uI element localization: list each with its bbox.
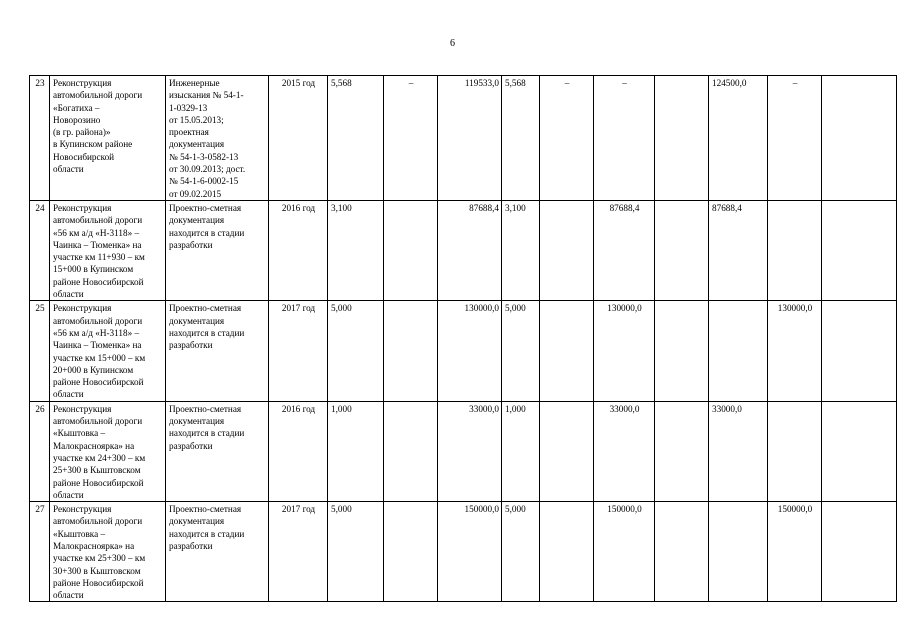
value-cell <box>768 401 822 501</box>
year: 2015 год <box>269 76 328 201</box>
value-cell <box>822 502 897 602</box>
cost-total: 33000,0 <box>438 401 502 501</box>
documentation-status: Проектно-сметная документация находится в стадии разработки <box>166 502 269 602</box>
year: 2016 год <box>269 200 328 300</box>
row-number: 26 <box>30 401 50 501</box>
value-cell <box>384 502 438 602</box>
value-cell <box>384 301 438 401</box>
value-cell: 130000,0 <box>594 301 655 401</box>
object-name: Реконструкция автомобильной дороги «Кыштовка – Малокрасноярка» на участке км 25+300 – км 30+300 в Кыштовском районе Новосибирской области <box>50 502 166 602</box>
value-cell: 33000,0 <box>594 401 655 501</box>
value-cell <box>822 200 897 300</box>
road-projects-table <box>29 75 897 602</box>
value-cell: 87688,4 <box>594 200 655 300</box>
value-cell: 130000,0 <box>768 301 822 401</box>
value-cell <box>540 301 594 401</box>
row-number: 24 <box>30 200 50 300</box>
table-row <box>30 76 897 201</box>
object-name: Реконструкция автомобильной дороги «Богатиха – Новорозино (в гр. района)» в Купинском районе Новосибирской области <box>50 76 166 201</box>
value-cell <box>709 502 768 602</box>
documentation-status: Инженерные изыскания № 54-1- 1-0329-13 от 15.05.2013; проектная документация № 54-1-3-0582-13 от 30.09.2013; дост. № 54-1-6-0002-15 от 09.02.2015 <box>166 76 269 201</box>
row-number: 23 <box>30 76 50 201</box>
value-cell <box>822 76 897 201</box>
table-row <box>30 502 897 602</box>
value-cell <box>655 502 709 602</box>
table-row <box>30 401 897 501</box>
value-cell <box>384 401 438 501</box>
documentation-status: Проектно-сметная документация находится в стадии разработки <box>166 200 269 300</box>
value-cell <box>655 301 709 401</box>
value-cell: 150000,0 <box>594 502 655 602</box>
object-name: Реконструкция автомобильной дороги «56 км а/д «Н-3118» – Чаинка – Тюменка» на участке км 11+930 – км 15+000 в Купинском районе Новосибирской области <box>50 200 166 300</box>
length-km-2: 5,000 <box>502 502 540 602</box>
documentation-status: Проектно-сметная документация находится в стадии разработки <box>166 301 269 401</box>
length-km: 5,000 <box>328 301 384 401</box>
object-name: Реконструкция автомобильной дороги «Кыштовка – Малокрасноярка» на участке км 24+300 – км 25+300 в Кыштовском районе Новосибирской области <box>50 401 166 501</box>
length-km-2: 3,100 <box>502 200 540 300</box>
documentation-status: Проектно-сметная документация находится в стадии разработки <box>166 401 269 501</box>
value-cell <box>655 76 709 201</box>
year: 2017 год <box>269 502 328 602</box>
cost-total: 150000,0 <box>438 502 502 602</box>
value-cell: – <box>540 76 594 201</box>
row-number: 25 <box>30 301 50 401</box>
value-cell: – <box>768 76 822 201</box>
value-cell <box>768 200 822 300</box>
length-km: 5,568 <box>328 76 384 201</box>
value-cell: – <box>384 76 438 201</box>
table-row <box>30 200 897 300</box>
value-cell: 124500,0 <box>709 76 768 201</box>
table-row <box>30 301 897 401</box>
length-km: 5,000 <box>328 502 384 602</box>
year: 2017 год <box>269 301 328 401</box>
length-km-2: 5,000 <box>502 301 540 401</box>
row-number: 27 <box>30 502 50 602</box>
value-cell: 150000,0 <box>768 502 822 602</box>
value-cell <box>384 200 438 300</box>
value-cell <box>709 301 768 401</box>
object-name: Реконструкция автомобильной дороги «56 км а/д «Н-3118» – Чаинка – Тюменка» на участке км 15+000 – км 20+000 в Купинском районе Новосибирской области <box>50 301 166 401</box>
value-cell: – <box>594 76 655 201</box>
value-cell <box>540 200 594 300</box>
value-cell <box>822 401 897 501</box>
cost-total: 130000,0 <box>438 301 502 401</box>
page-number: 6 <box>450 38 455 49</box>
length-km: 3,100 <box>328 200 384 300</box>
cost-total: 87688,4 <box>438 200 502 300</box>
value-cell <box>655 200 709 300</box>
value-cell: 33000,0 <box>709 401 768 501</box>
length-km-2: 1,000 <box>502 401 540 501</box>
value-cell <box>540 401 594 501</box>
length-km-2: 5,568 <box>502 76 540 201</box>
value-cell <box>655 401 709 501</box>
value-cell <box>822 301 897 401</box>
cost-total: 119533,0 <box>438 76 502 201</box>
value-cell: 87688,4 <box>709 200 768 300</box>
year: 2016 год <box>269 401 328 501</box>
length-km: 1,000 <box>328 401 384 501</box>
value-cell <box>540 502 594 602</box>
